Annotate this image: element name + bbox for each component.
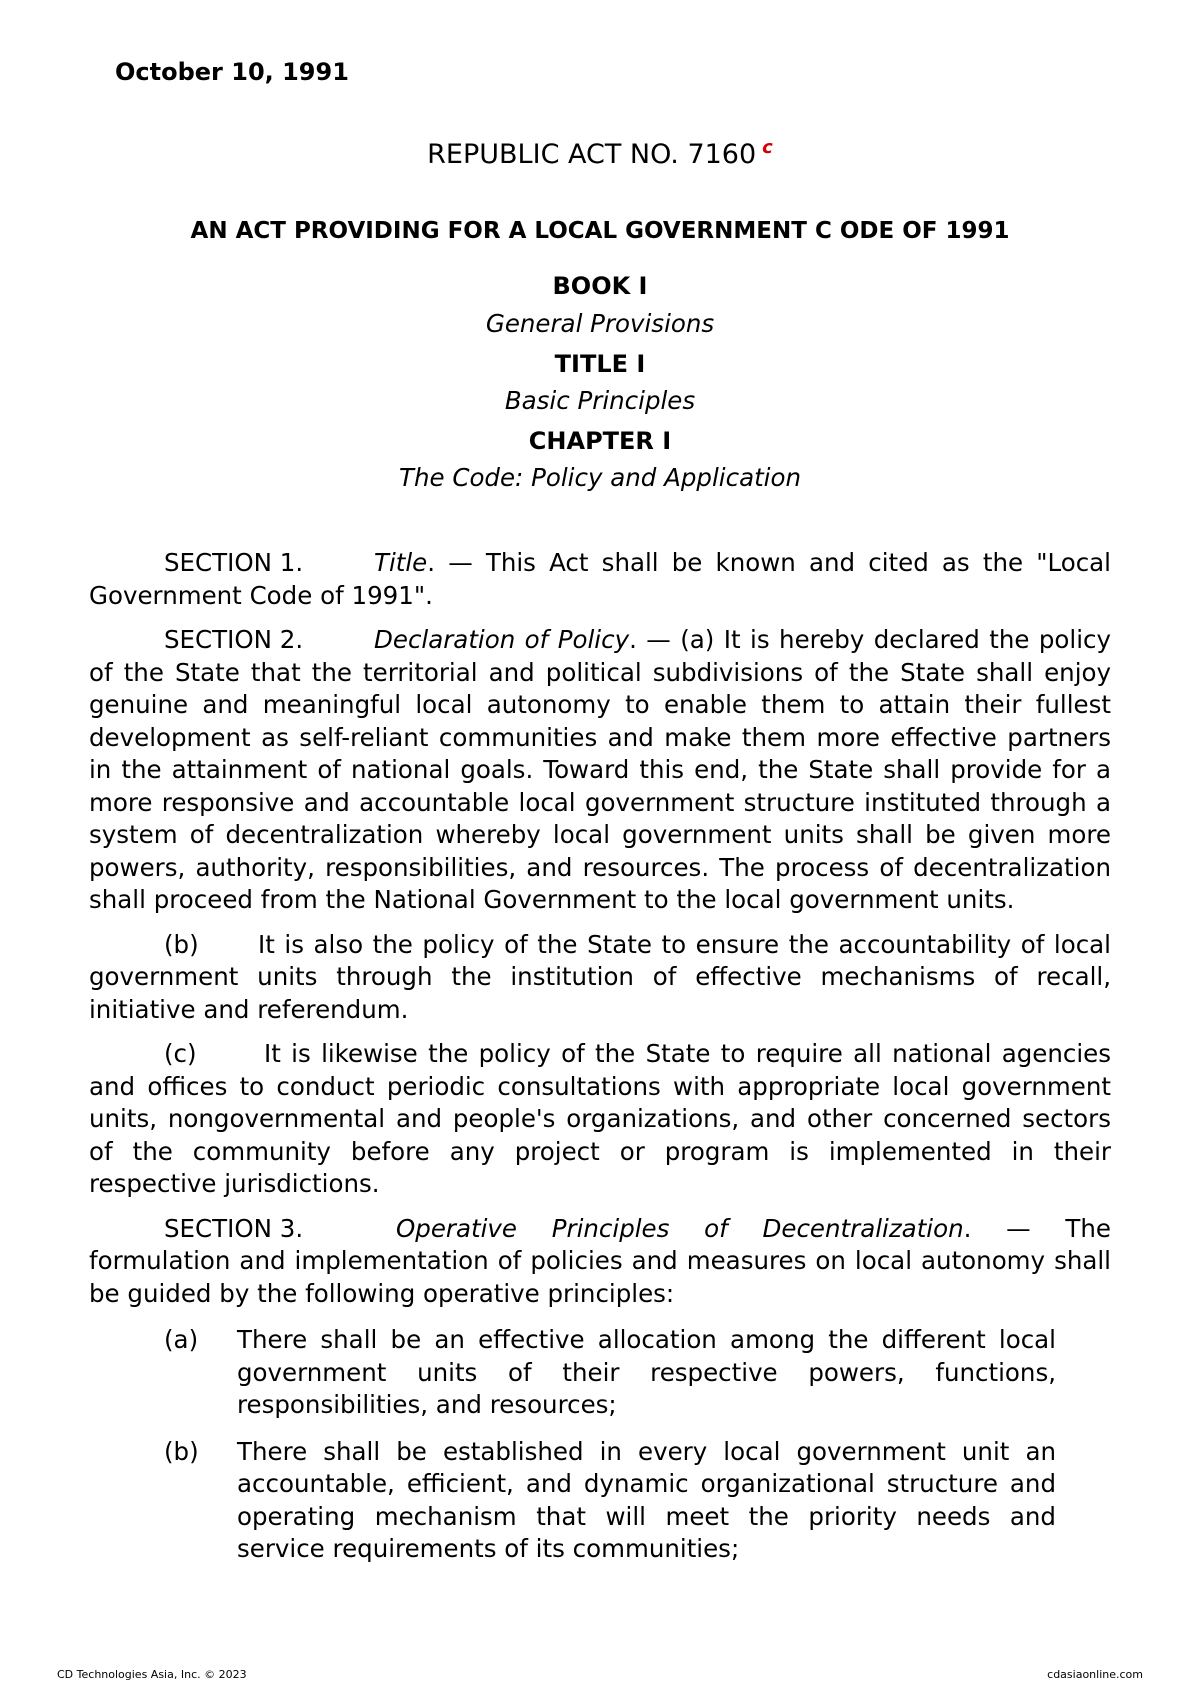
section-2-b-text: It is also the policy of the State to ensure the accountability of local government units through the institution of effective mechanisms of recall, initiative and referendum. <box>89 929 1111 1024</box>
section-3-item-b-label: (b) <box>164 1436 199 1466</box>
title-subheading: Basic Principles <box>504 386 696 415</box>
document-date: October 10, 1991 <box>115 58 349 86</box>
cdasia-mark-icon: c <box>762 137 773 158</box>
republic-act-number: REPUBLIC ACT NO. 7160 <box>427 139 757 170</box>
chapter-heading: CHAPTER I <box>528 427 672 455</box>
section-3-text: . — The formulation and implementation of policies and measures on local autonomy shall be guided by the following operative principles: <box>89 1213 1112 1308</box>
book-heading: BOOK I <box>552 272 648 300</box>
section-1-label: SECTION 1. <box>164 548 304 577</box>
section-3-label: SECTION 3. <box>164 1213 304 1243</box>
section-2-c <box>89 1038 1111 1201</box>
act-title: AN ACT PROVIDING FOR A LOCAL GOVERNMENT C ODE OF 1991 <box>190 218 1010 244</box>
section-3-item-a <box>89 1324 1111 1422</box>
section-2-c-text: It is likewise the policy of the State to require all national agencies and offices to conduct periodic consultations with appropriate local government units, nongovernmental and people's organizations, and other concerned sectors of the community before any project or program is implemented in their respective jurisdictions. <box>89 1039 1111 1198</box>
section-2-text: . — (a) It is hereby declared the policy of the State that the territorial and political subdivisions of the State shall enjoy genuine and meaningful local autonomy to enable them to attain their fullest development as self-reliant communities and make them more effective partners in the attainment of national goals. Toward this end, the State shall provide for a more responsive and accountable local government structure instituted through a system of decentralization whereby local government units shall be given more powers, authority, responsibilities, and resources. The process of decentralization shall proceed from the National Government to the local government units. <box>89 625 1111 914</box>
section-1-text: . — This Act shall be known and cited as the "Local Government Code of 1991". <box>89 548 1111 610</box>
section-2 <box>89 624 1111 917</box>
book-subheading: General Provisions <box>485 309 715 338</box>
section-2-b-label: (b) <box>164 929 199 959</box>
section-1-heading: Title <box>374 548 428 577</box>
footer-copyright: CD Technologies Asia, Inc. © 2023 <box>57 1668 247 1681</box>
section-2-heading: Declaration of Policy <box>374 625 630 654</box>
section-2-c-label: (c) <box>164 1039 197 1068</box>
chapter-subheading: The Code: Policy and Application <box>398 463 802 492</box>
section-3-item-b <box>89 1436 1111 1566</box>
section-3-item-a-label: (a) <box>164 1325 199 1354</box>
footer-website: cdasiaonline.com <box>1047 1668 1143 1681</box>
republic-act-title <box>0 132 1200 172</box>
section-3 <box>89 1213 1111 1311</box>
section-2-label: SECTION 2. <box>164 625 304 654</box>
section-3-heading: Operative Principles of Decentralization <box>396 1213 964 1243</box>
section-3-item-a-text: There shall be an effective allocation among the different local government units of their respective powers, functions, responsibilities, and resources; <box>237 1325 1056 1419</box>
title-heading: TITLE I <box>554 350 646 378</box>
section-1 <box>89 547 1111 612</box>
document-body <box>89 547 1111 1578</box>
section-2-b <box>89 929 1111 1027</box>
section-3-item-b-text: There shall be established in every local government unit an accountable, efficient, and dynamic organizational structure and operating mechanism that will meet the priority needs and service requirements of its communities; <box>237 1436 1056 1563</box>
